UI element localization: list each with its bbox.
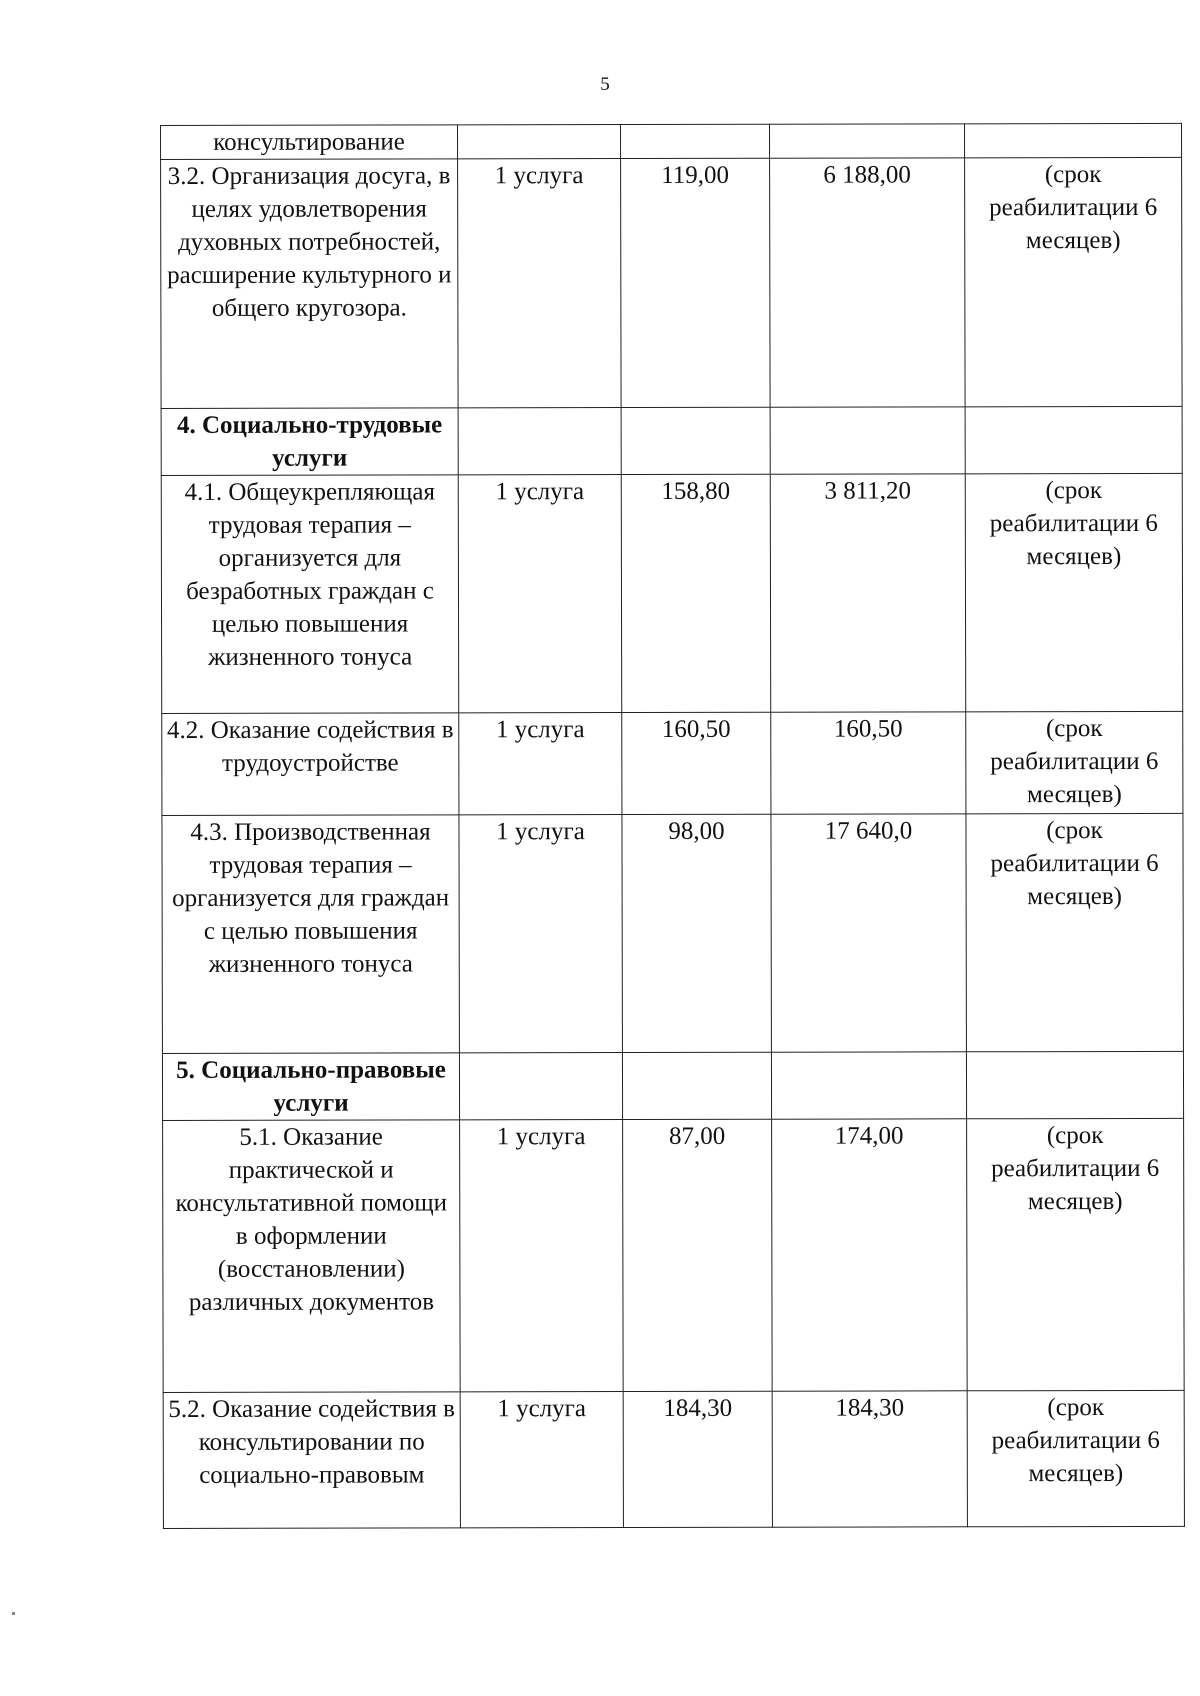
service-name-cell: консультирование — [161, 125, 458, 160]
note-cell — [964, 123, 1181, 157]
section-row-5 — [162, 1051, 1183, 1120]
price-cell: 98,00 — [622, 814, 771, 1052]
note-cell: (срок реабилитации 6 месяцев) — [967, 1390, 1184, 1526]
service-name-cell: 4.1. Общеукрепляющая трудовая терапия – организуется для безработных граждан с целью повышения жизненного тонуса — [161, 475, 458, 714]
price-cell: 184,30 — [623, 1391, 772, 1527]
note-cell: (срок реабилитации 6 месяцев) — [966, 711, 1183, 813]
note-cell — [965, 406, 1182, 473]
section-heading-cell: 4. Социально-трудовые услуги — [161, 408, 458, 476]
unit-cell — [458, 408, 621, 475]
note-cell — [966, 1051, 1183, 1118]
price-cell: 160,50 — [622, 712, 771, 814]
price-cell — [621, 407, 770, 474]
service-name-cell: 3.2. Организация досуга, в целях удовлетворения духовных потребностей, расширение культурного и общего кругозора. — [161, 159, 459, 409]
table-row-4-1 — [161, 473, 1182, 713]
note-cell: (срок реабилитации 6 месяцев) — [966, 813, 1183, 1051]
price-cell: 119,00 — [621, 158, 771, 407]
table-row-5-1 — [163, 1118, 1185, 1392]
table-row-4-3 — [162, 813, 1183, 1053]
price-cell: 87,00 — [623, 1119, 773, 1391]
total-cell — [771, 1052, 966, 1119]
total-cell — [769, 124, 964, 158]
price-cell: 158,80 — [621, 474, 770, 712]
unit-cell: 1 услуга — [458, 475, 621, 713]
table-row-4-2 — [162, 711, 1183, 815]
scan-speck — [12, 1612, 15, 1615]
unit-cell: 1 услуга — [458, 159, 622, 408]
total-cell: 174,00 — [772, 1119, 968, 1391]
unit-cell: 1 услуга — [459, 815, 622, 1053]
service-name-cell: 4.3. Производственная трудовая терапия – организуется для граждан с целью повышения жизненного тонуса — [162, 815, 459, 1054]
service-name-cell: 5.1. Оказание практической и консультативной помощи в оформлении (восстановлении) различных документов — [163, 1120, 461, 1393]
total-cell: 160,50 — [771, 712, 966, 814]
unit-cell: 1 услуга — [460, 1392, 623, 1528]
total-cell: 3 811,20 — [770, 474, 965, 712]
total-cell: 17 640,0 — [771, 814, 966, 1052]
service-name-cell: 4.2. Оказание содействия в трудоустройстве — [162, 713, 459, 816]
unit-cell: 1 услуга — [460, 1120, 624, 1392]
unit-cell — [459, 1053, 622, 1120]
note-cell: (срок реабилитации 6 месяцев) — [965, 157, 1183, 406]
section-row-4 — [161, 406, 1182, 475]
table-row-continuation — [161, 123, 1182, 159]
note-cell: (срок реабилитации 6 месяцев) — [967, 1118, 1185, 1390]
price-cell — [622, 1052, 771, 1119]
total-cell — [770, 407, 965, 474]
unit-cell — [458, 125, 621, 159]
unit-cell: 1 услуга — [459, 713, 622, 815]
section-heading-cell: 5. Социально-правовые услуги — [162, 1053, 459, 1121]
total-cell: 6 188,00 — [770, 158, 966, 407]
table-row-3-2 — [161, 157, 1183, 408]
services-price-table — [160, 123, 1185, 1529]
note-cell: (срок реабилитации 6 месяцев) — [965, 473, 1182, 711]
page-number: 5 — [600, 74, 610, 95]
table-row-5-2 — [163, 1390, 1184, 1528]
price-cell — [621, 124, 770, 158]
total-cell: 184,30 — [772, 1391, 967, 1527]
service-name-cell: 5.2. Оказание содействия в консультировании по социально-правовым — [163, 1392, 460, 1529]
